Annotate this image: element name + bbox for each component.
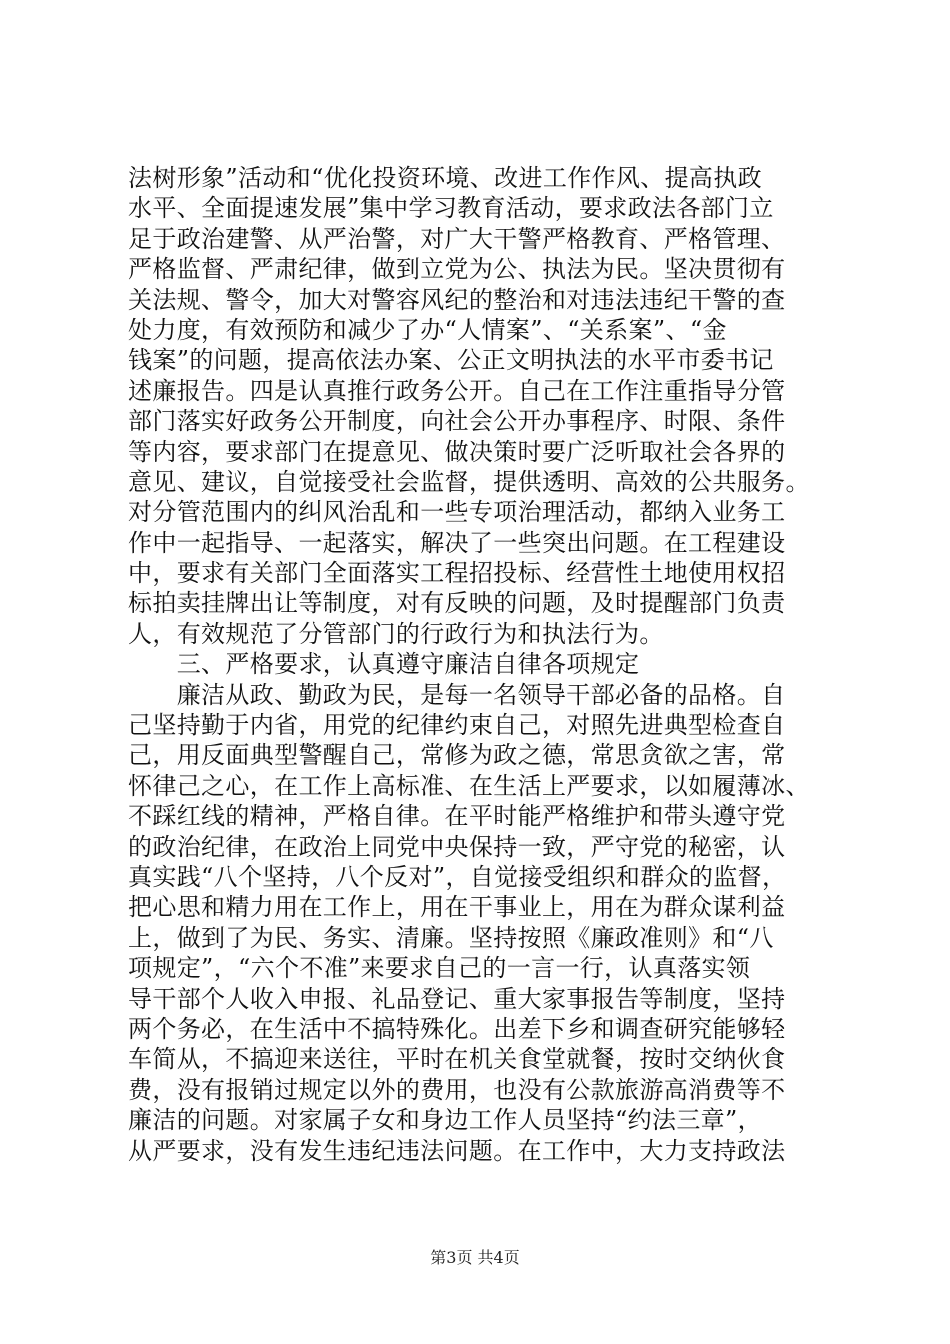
text-line: 意见、建议，自觉接受社会监督，提供透明、高效的公共服务。 [128, 467, 810, 496]
text-line: 钱案”的问题，提高依法办案、公正文明执法的水平市委书记 [128, 346, 774, 375]
text-line: 严格监督、严肃纪律，做到立党为公、执法为民。坚决贯彻有 [128, 255, 786, 284]
text-line: 真实践“八个坚持，八个反对”，自觉接受组织和群众的监督， [128, 862, 787, 891]
text-line: 把心思和精力用在工作上，用在干事业上，用在为群众谋利益 [128, 893, 786, 922]
text-line: 处力度，有效预防和减少了办“人情案”、“关系案”、“金 [128, 315, 727, 344]
text-line: 不踩红线的精神，严格自律。在平时能严格维护和带头遵守党 [128, 802, 786, 831]
text-line: 导干部个人收入申报、礼品登记、重大家事报告等制度，坚持 [128, 984, 786, 1013]
text-line: 廉洁的问题。对家属子女和身边工作人员坚持“约法三章”， [128, 1106, 762, 1135]
text-line: 怀律己之心，在工作上高标准、在生活上严要求，以如履薄冰、 [128, 771, 810, 800]
text-line: 的政治纪律，在政治上同党中央保持一致，严守党的秘密，认 [128, 832, 786, 861]
text-line: 己，用反面典型警醒自己，常修为政之德，常思贪欲之害，常 [128, 741, 786, 770]
text-line: 对分管范围内的纠风治乱和一些专项治理活动，都纳入业务工 [128, 498, 786, 527]
text-line: 部门落实好政务公开制度，向社会公开办事程序、时限、条件 [128, 407, 786, 436]
text-line: 从严要求，没有发生违纪违法问题。在工作中，大力支持政法 [128, 1136, 786, 1165]
body-text [128, 163, 828, 1166]
page-number-footer: 第3页 共4页 [430, 1248, 520, 1267]
text-line: 己坚持勤于内省，用党的纪律约束自己，对照先进典型检查自 [128, 711, 786, 740]
text-line: 两个务必，在生活中不搞特殊化。出差下乡和调查研究能够轻 [128, 1014, 786, 1043]
text-line: 上，做到了为民、务实、清廉。坚持按照《廉政准则》和“八 [128, 923, 774, 952]
text-line: 人，有效规范了分管部门的行政行为和执法行为。 [128, 619, 664, 648]
text-line: 标拍卖挂牌出让等制度，对有反映的问题，及时提醒部门负责 [128, 589, 786, 618]
section-heading: 三、严格要求，认真遵守廉洁自律各项规定 [128, 650, 640, 679]
text-line: 中，要求有关部门全面落实工程招投标、经营性土地使用权招 [128, 559, 786, 588]
text-line: 等内容，要求部门在提意见、做决策时要广泛听取社会各界的 [128, 437, 786, 466]
text-line: 车简从，不搞迎来送往，平时在机关食堂就餐，按时交纳伙食 [128, 1045, 786, 1074]
text-line: 水平、全面提速发展”集中学习教育活动，要求政法各部门立 [128, 194, 774, 223]
text-line: 关法规、警令，加大对警容风纪的整治和对违法违纪干警的查 [128, 285, 786, 314]
text-line: 项规定”，“六个不准”来要求自己的一言一行，认真落实领 [128, 954, 751, 983]
text-line: 述廉报告。四是认真推行政务公开。自己在工作注重指导分管 [128, 376, 786, 405]
text-line: 廉洁从政、勤政为民，是每一名领导干部必备的品格。自 [128, 680, 786, 709]
text-line: 足于政治建警、从严治警，对广大干警严格教育、严格管理、 [128, 224, 786, 253]
text-line: 法树形象”活动和“优化投资环境、改进工作作风、提高执政 [128, 164, 762, 192]
text-line: 作中一起指导、一起落实，解决了一些突出问题。在工程建设 [128, 528, 786, 557]
text-line: 费，没有报销过规定以外的费用，也没有公款旅游高消费等不 [128, 1075, 786, 1104]
